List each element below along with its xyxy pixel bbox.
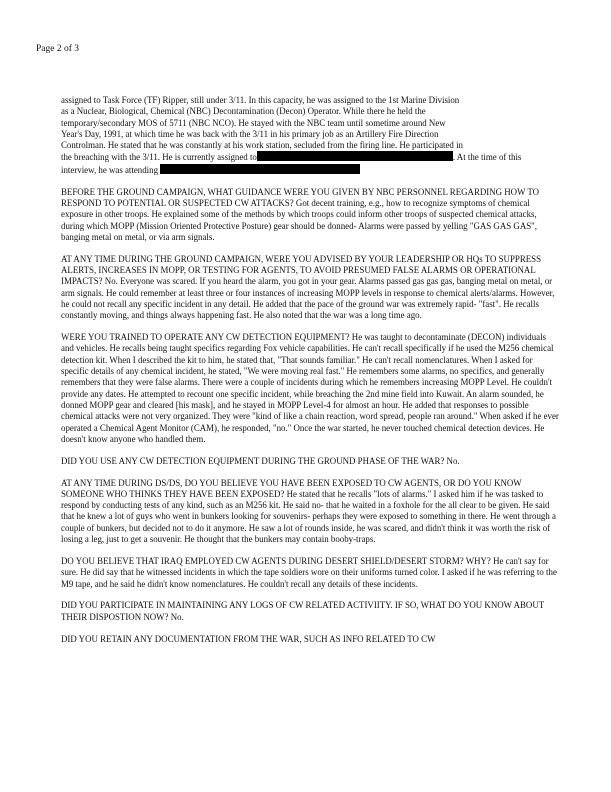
text-segment: interview, he was attending xyxy=(61,164,159,175)
paragraph-logs: DID YOU PARTICIPATE IN MAINTAINING ANY LOGS OF CW RELATED ACTIVIITY. IF SO, WHAT DO YOU KNOW ABOUT THEIR DISPOSTION NOW? No. xyxy=(61,600,545,622)
page-number: Page 2 of 3 xyxy=(36,44,80,54)
redaction-block xyxy=(160,164,360,174)
paragraph-cw-detection-training: WERE YOU TRAINED TO OPERATE ANY CW DETECTION EQUIPMENT? He was taught to decontaminate (DECON) individuals and vehicles. He recalls being taught specifics regarding Fox vehicle capabilities. He can't recall specifically if he used the M256 chemical detection kit. When I described the kit to him, he stated that, "That sounds familiar." He can't recall nomenclatures. When I asked for specific details of any chemical incident, he stated, "We were moving real fast." He remembers some alarms, no specifics, and generally remembers that they were false alarms. There were a couple of incidents during which he remembers increasing MOPP Level. He couldn't provide any dates. He attempted to recount one specific incident, while breaching the 2nd mine field into Kuwait. An alarm sounded, he donned MOPP gear and cleared [his mask], and he stayed in MOPP Level-4 for almost an hour. He added that responses to possible chemical attacks were not very organized. They were "kind of like a chain reaction, word spread, people ran around." When asked if he ever operated a Chemical Agent Monitor (CAM), he responded, "no." Once the war started, he never touched chemical detection devices. He doesn't know anyone who handled them. xyxy=(61,332,559,444)
paragraph-documentation: DID YOU RETAIN ANY DOCUMENTATION FROM THE WAR, SUCH AS INFO RELATED TO CW xyxy=(61,633,436,644)
text-segment: the breaching with the 3/11. He is currently assigned to xyxy=(61,152,257,163)
paragraph-exposure: AT ANY TIME DURING DS/DS, DO YOU BELIEVE YOU HAVE BEEN EXPOSED TO CW AGENTS, OR DO YOU KNOW SOMEONE WHO THINKS THEY HAVE BEEN EXPOSED? He stated that he recalls "lots of alarms." I asked him if he was tasked to respond by conducting tests of any kind, such as an M256 kit. He said no- that he waited in a foxhole for the all clear to be given. He said that he knew a lot of guys who went in bunkers looking for souvenirs- perhaps they were exposed to something in there. He went through a couple of bunkers, but decided not to do it anymore. He saw a lot of rounds inside, he was scared, and didn't think it was worth the risk of losing a leg, just to get a souvenir. He thought that the bunkers may contain booby-traps. xyxy=(61,477,556,545)
paragraph-cw-equipment-use: DID YOU USE ANY CW DETECTION EQUIPMENT DURING THE GROUND PHASE OF THE WAR? No. xyxy=(61,455,460,466)
redaction-block xyxy=(257,151,453,161)
text-line: temporary/secondary MOS of 5711 (NBC NCO). He stayed with the NBC team until sometime around New xyxy=(61,117,446,128)
paragraph-suppress-alerts: AT ANY TIME DURING THE GROUND CAMPAIGN, WERE YOU ADVISED BY YOUR LEADERSHIP OR HQs TO SUPPRESS ALERTS, INCREASES IN MOPP, OR TESTING FOR AGENTS, TO AVOID PRESUMED FALSE ALARMS OR OPERATIONAL IMPACTS? No. Everyone was scared. If you heard the alarm, you got in your gear. Alarms passed gas gas gas, banging metal on metal, or arm signals. He could remember at least three or four instances of increasing MOPP levels in response to chemical alerts/alarms. However, he could not recall any specific incident in any detail. He added that the pace of the ground war was extremely rapid- "fast". He recalls constantly moving, and things always happening fast. He also noted that the war was a long time ago. xyxy=(61,253,555,321)
text-line: assigned to Task Force (TF) Ripper, still under 3/11. In this capacity, he was assigned to the 1st Marine Division xyxy=(61,95,460,105)
paragraph-background xyxy=(61,95,561,176)
text-line xyxy=(61,151,561,163)
text-segment: . At the time of this xyxy=(452,152,522,163)
text-line: Controlman. He stated that he was constantly at his work station, secluded from the firing line. He participated in xyxy=(61,140,463,151)
text-line: Year's Day, 1991, at which time he was back with the 3/11 in his primary job as an Artillery Fire Direction xyxy=(61,128,439,139)
paragraph-iraq-cw: DO YOU BELIEVE THAT IRAQ EMPLOYED CW AGENTS DURING DESERT SHIELD/DESERT STORM? WHY? He can't say for sure. He did say that he witnessed incidents in which the tape soldiers wore on their uniforms turned color. I asked if he was referring to the M9 tape, and he said he didn't know nomenclatures. He couldn't recall any details of these incidents. xyxy=(61,555,557,589)
text-line: as a Nuclear, Biological, Chemical (NBC) Decontamination (Decon) Operator. While there he held the xyxy=(61,106,426,117)
text-line xyxy=(61,164,561,176)
paragraph-nbc-guidance: BEFORE THE GROUND CAMPAIGN, WHAT GUIDANCE WERE YOU GIVEN BY NBC PERSONNEL REGARDING HOW TO RESPOND TO POTENTIAL OR SUSPECTED CW ATTACKS? Got decent training, e.g., how to recognize symptoms of chemical exposure in other troops. He explained some of the methods by which troops could inform other troops of suspected chemical attacks, during which MOPP (Mission Oriented Protective Posture) gear should be donned- Alarms were passed by yelling "GAS GAS GAS", banging metal on metal, or via arm signals. xyxy=(61,186,540,242)
document-body xyxy=(61,95,561,656)
